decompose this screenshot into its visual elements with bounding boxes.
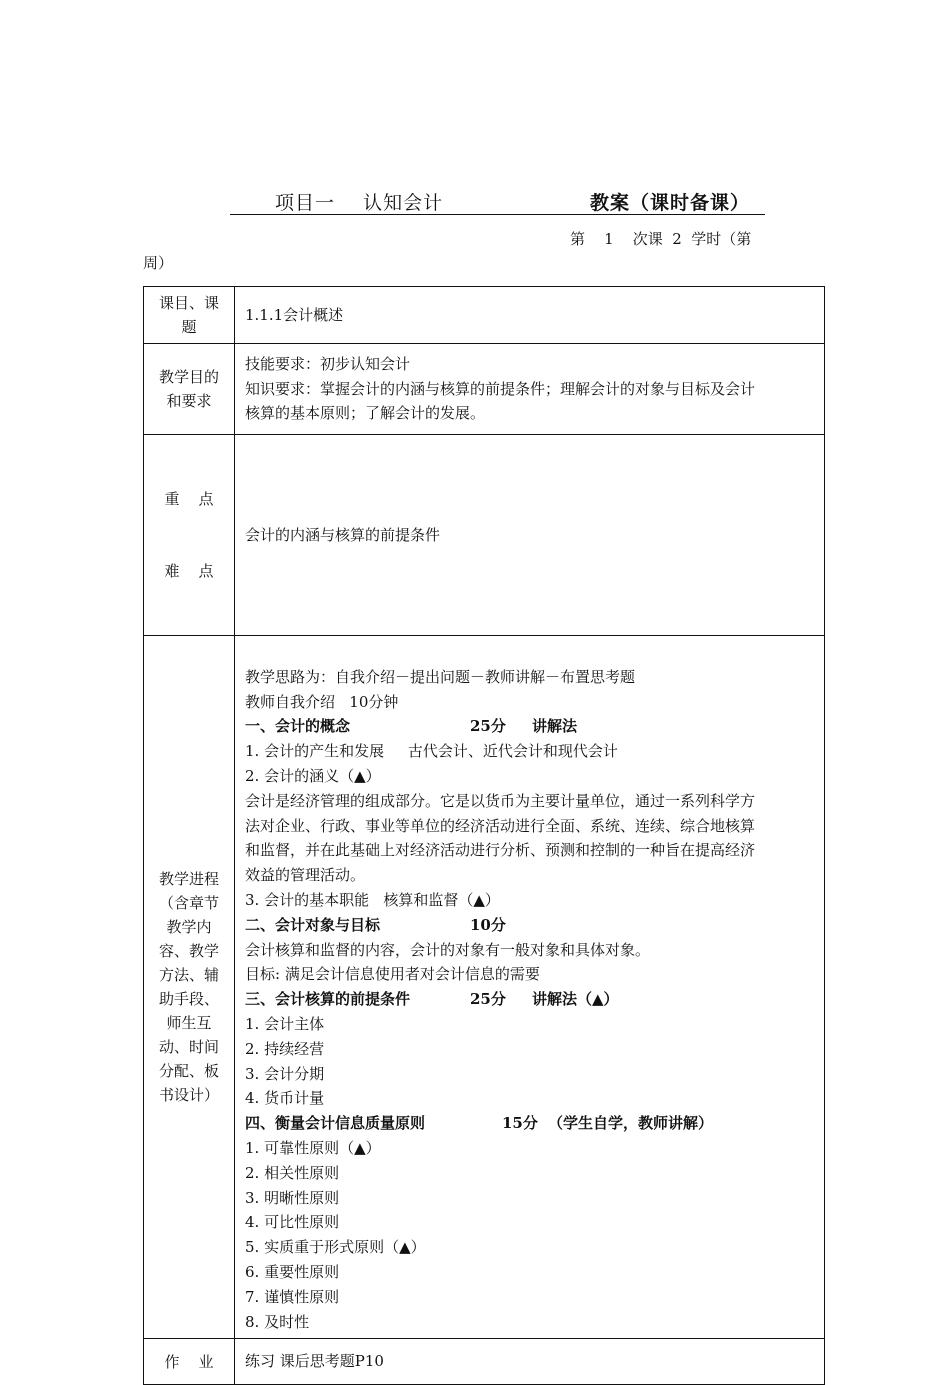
process-label-line: 师生互 xyxy=(166,1014,212,1033)
week-line: 周） xyxy=(143,254,174,272)
section-3-item: 4. 货币计量 xyxy=(245,1089,325,1108)
definition-line: 会计是经济管理的组成部分。它是以货币为主要计量单位，通过一系列科学方 xyxy=(245,791,756,810)
class-hours-line: 第 1 次课 2 学时（第 xyxy=(570,230,752,248)
goals-label xyxy=(144,344,235,435)
section-2-line: 目标: 满足会计信息使用者对会计信息的需要 xyxy=(245,965,540,984)
topic-value: 1.1.1会计概述 xyxy=(235,287,825,344)
topic-label-line: 课目、课 xyxy=(158,294,219,312)
process-label-line: 教学内 xyxy=(166,918,212,937)
definition-line: 和监督，并在此基础上对经济活动进行分析、预测和控制的一种旨在提高经济 xyxy=(245,841,756,860)
topic-label xyxy=(144,287,235,344)
section-4-heading xyxy=(245,1111,816,1136)
homework-label: 作 业 xyxy=(144,1339,235,1385)
course-title: 项目一 认知会计 xyxy=(275,192,444,214)
process-label-line: 分配、板 xyxy=(158,1062,219,1081)
skill-requirement: 技能要求：初步认知会计 xyxy=(245,354,411,373)
process-label xyxy=(144,636,235,1339)
lesson-plan-table xyxy=(143,286,825,1385)
section-3-item: 1. 会计主体 xyxy=(245,1014,325,1033)
teaching-approach: 教学思路为：自我介绍－提出问题－教师讲解－布置思考题 xyxy=(245,667,636,686)
process-label-line: 方法、辅 xyxy=(158,966,219,985)
section-4-item: 8. 及时性 xyxy=(245,1312,310,1331)
focus-label xyxy=(144,435,235,636)
section-3-method: 讲解法（▲） xyxy=(532,990,619,1009)
section-1-item: 3. 会计的基本职能 核算和监督（▲） xyxy=(245,890,500,909)
definition-line: 法对企业、行政、事业等单位的经济活动进行全面、系统、连续、综合地核算 xyxy=(245,816,756,835)
section-1-item: 1. 会计的产生和发展 古代会计、近代会计和现代会计 xyxy=(245,742,618,761)
process-label-line: 动、时间 xyxy=(158,1038,219,1057)
section-1-title: 一、会计的概念 xyxy=(245,717,351,736)
goals-value xyxy=(235,344,825,435)
section-1-heading xyxy=(245,714,816,739)
section-4-item: 3. 明晰性原则 xyxy=(245,1188,340,1207)
homework-value: 练习 课后思考题P10 xyxy=(235,1339,825,1385)
section-4-item: 1. 可靠性原则（▲） xyxy=(245,1138,381,1157)
section-4-time: 15分 xyxy=(502,1114,538,1133)
goals-label-line: 和要求 xyxy=(166,392,212,410)
section-4-item: 6. 重要性原则 xyxy=(245,1262,340,1281)
focus-value: 会计的内涵与核算的前提条件 xyxy=(235,435,825,636)
section-4-title: 四、衡量会计信息质量原则 xyxy=(245,1114,426,1133)
knowledge-requirement-cont: 核算的基本原则；了解会计的发展。 xyxy=(245,404,486,423)
section-2-line: 会计核算和监督的内容，会计的对象有一般对象和具体对象。 xyxy=(245,940,651,959)
section-2-title: 二、会计对象与目标 xyxy=(245,915,381,934)
topic-label-line: 题 xyxy=(181,318,197,336)
section-2-heading xyxy=(245,913,816,938)
goals-label-line: 教学目的 xyxy=(158,368,219,386)
process-content xyxy=(235,636,825,1339)
section-1-item: 2. 会计的涵义（▲） xyxy=(245,766,381,785)
section-1-time: 25分 xyxy=(470,717,506,736)
knowledge-requirement: 知识要求：掌握会计的内涵与核算的前提条件；理解会计的对象与目标及会计 xyxy=(245,379,756,398)
lesson-plan-title: 教案（课时备课） xyxy=(590,192,751,214)
section-4-item: 5. 实质重于形式原则（▲） xyxy=(245,1238,426,1257)
topic-row xyxy=(144,287,825,344)
focus-label-line: 难 点 xyxy=(164,562,214,580)
process-label-line: （含章节 xyxy=(158,894,219,913)
section-3-item: 3. 会计分期 xyxy=(245,1064,325,1083)
goals-row xyxy=(144,344,825,435)
section-4-item: 7. 谨慎性原则 xyxy=(245,1287,340,1306)
section-2-time: 10分 xyxy=(470,915,506,934)
process-label-line: 助手段、 xyxy=(158,990,219,1009)
section-3-item: 2. 持续经营 xyxy=(245,1039,325,1058)
focus-label-line: 重 点 xyxy=(164,490,214,508)
section-4-item: 2. 相关性原则 xyxy=(245,1163,340,1182)
process-label-line: 容、教学 xyxy=(158,942,219,961)
process-label-line: 教学进程 xyxy=(158,870,219,889)
process-label-line: 书设计） xyxy=(158,1086,219,1105)
section-3-heading xyxy=(245,987,816,1012)
teacher-intro: 教师自我介绍 10分钟 xyxy=(245,692,399,711)
section-3-time: 25分 xyxy=(470,990,506,1009)
document-title xyxy=(230,186,765,215)
section-1-method: 讲解法 xyxy=(532,717,578,736)
process-row xyxy=(144,636,825,1339)
section-4-item: 4. 可比性原则 xyxy=(245,1213,340,1232)
section-4-method: （学生自学，教师讲解） xyxy=(548,1114,714,1133)
section-3-title: 三、会计核算的前提条件 xyxy=(245,990,411,1009)
homework-row xyxy=(144,1339,825,1385)
definition-line: 效益的管理活动。 xyxy=(245,866,366,885)
focus-row xyxy=(144,435,825,636)
